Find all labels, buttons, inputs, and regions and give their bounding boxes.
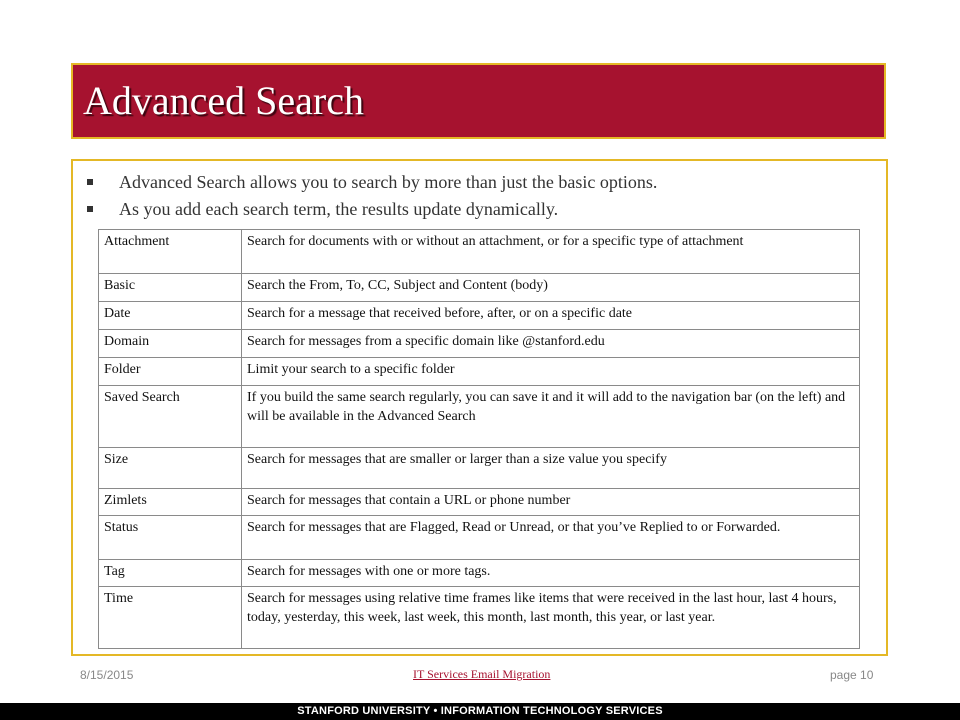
bottom-banner-text: STANFORD UNIVERSITY • INFORMATION TECHNOLOGY SERVICES	[297, 705, 663, 717]
option-description: Search for messages using relative time frames like items that were received in the last hour, last 4 hours, today, yesterday, this week, last week, this month, last month, this year, or last year.	[242, 587, 860, 649]
footer-date: 8/15/2015	[80, 668, 134, 682]
option-description: Search for messages with one or more tags.	[242, 560, 860, 587]
slide-title: Advanced Search	[83, 78, 364, 123]
option-description: Search the From, To, CC, Subject and Content (body)	[242, 274, 860, 302]
title-banner	[71, 63, 886, 139]
option-description: If you build the same search regularly, you can save it and it will add to the navigation bar (on the left) and will be available in the Advanced Search	[242, 386, 860, 448]
table-row	[99, 330, 860, 358]
table-row	[99, 587, 860, 649]
footer-presentation-title: IT Services Email Migration	[413, 667, 551, 681]
option-name: Basic	[99, 274, 242, 302]
option-name: Date	[99, 302, 242, 330]
bullet-text: Advanced Search allows you to search by more than just the basic options.	[119, 172, 658, 192]
option-name: Time	[99, 587, 242, 649]
option-description: Search for messages from a specific domain like @stanford.edu	[242, 330, 860, 358]
bullet-text: As you add each search term, the results update dynamically.	[119, 199, 559, 219]
bullet-item	[87, 196, 657, 223]
option-name: Domain	[99, 330, 242, 358]
search-options-table	[98, 229, 860, 649]
option-name: Saved Search	[99, 386, 242, 448]
square-bullet-icon	[87, 179, 93, 185]
option-name: Folder	[99, 358, 242, 386]
table-row	[99, 489, 860, 516]
table-row	[99, 560, 860, 587]
option-description: Limit your search to a specific folder	[242, 358, 860, 386]
option-description: Search for messages that are Flagged, Read or Unread, or that you’ve Replied to or Forwarded.	[242, 516, 860, 560]
bullet-item	[87, 169, 657, 196]
square-bullet-icon	[87, 206, 93, 212]
option-name: Zimlets	[99, 489, 242, 516]
option-description: Search for messages that contain a URL or phone number	[242, 489, 860, 516]
option-description: Search for documents with or without an attachment, or for a specific type of attachment	[242, 230, 860, 274]
footer-page-number: page 10	[830, 668, 874, 682]
table-row	[99, 448, 860, 489]
option-name: Tag	[99, 560, 242, 587]
option-description: Search for messages that are smaller or larger than a size value you specify	[242, 448, 860, 489]
option-name: Size	[99, 448, 242, 489]
bottom-banner	[0, 703, 960, 720]
table-row	[99, 386, 860, 448]
option-name: Status	[99, 516, 242, 560]
table-row	[99, 516, 860, 560]
bullet-list	[87, 169, 657, 223]
table-row	[99, 302, 860, 330]
option-name: Attachment	[99, 230, 242, 274]
content-box	[71, 159, 888, 656]
option-description: Search for a message that received before, after, or on a specific date	[242, 302, 860, 330]
table-row	[99, 358, 860, 386]
table-row	[99, 274, 860, 302]
table-row	[99, 230, 860, 274]
